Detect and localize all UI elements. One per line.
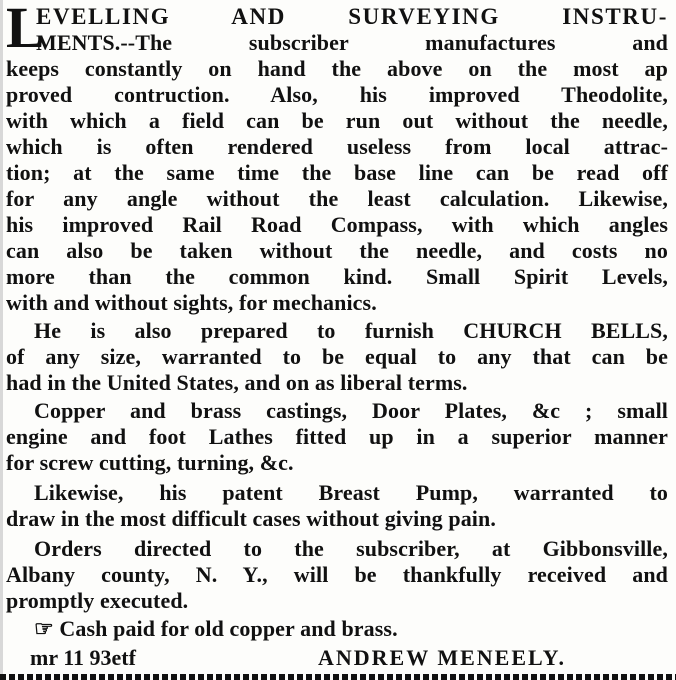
signature-name: ANDREW MENEELY. [318, 645, 567, 670]
ad-text-line: tion; at the same time the base line can be read off [6, 160, 668, 185]
drop-cap-initial: L [6, 0, 45, 60]
ad-headline-line-1: EVELLING AND SURVEYING INSTRU- [36, 4, 668, 29]
ad-text-line: draw in the most difficult cases without giving pain. [6, 506, 496, 531]
ad-text-line: more than the common kind. Small Spirit Levels, [6, 264, 668, 289]
ad-text-line: his improved Rail Road Compass, with which angles [6, 212, 668, 237]
ad-text-line: for any angle without the least calculation. Likewise, [6, 186, 668, 211]
ad-text-line: can also be taken without the needle, and costs no [6, 238, 668, 263]
ad-text-line: promptly executed. [6, 588, 189, 613]
ad-text-line: of any size, warranted to be equal to any that can be [6, 344, 668, 369]
ad-text-line: with which a field can be run out without the needle, [6, 108, 668, 133]
ad-text-line: Orders directed to the subscriber, at Gibbonsville, [34, 536, 668, 561]
ad-headline-line-2: MENTS.--The subscriber manufactures and [36, 30, 668, 55]
bottom-rule [0, 674, 676, 680]
ad-text-line: Copper and brass castings, Door Plates, &c ; small [34, 398, 668, 423]
ad-text-line: Likewise, his patent Breast Pump, warranted to [34, 480, 668, 505]
ad-text-line: keeps constantly on hand the above on the most ap [6, 56, 668, 81]
ad-text-line: proved contruction. Also, his improved Theodolite, [6, 82, 668, 107]
column-edge [0, 0, 3, 680]
ad-text-line: engine and foot Lathes fitted up in a superior manner [6, 424, 668, 449]
ad-text-line: for screw cutting, turning, &c. [6, 450, 294, 475]
date-code: mr 11 93etf [30, 645, 136, 670]
ad-text-line: with and without sights, for mechanics. [6, 290, 377, 315]
ad-text-line: had in the United States, and on as liberal terms. [6, 370, 468, 395]
ad-text-line: He is also prepared to furnish CHURCH BELLS, [34, 318, 668, 343]
ad-text-line: ☞ Cash paid for old copper and brass. [34, 616, 398, 641]
ad-text-line: which is often rendered useless from local attrac- [6, 134, 668, 159]
ad-text-line: Albany county, N. Y., will be thankfully received and [6, 562, 668, 587]
